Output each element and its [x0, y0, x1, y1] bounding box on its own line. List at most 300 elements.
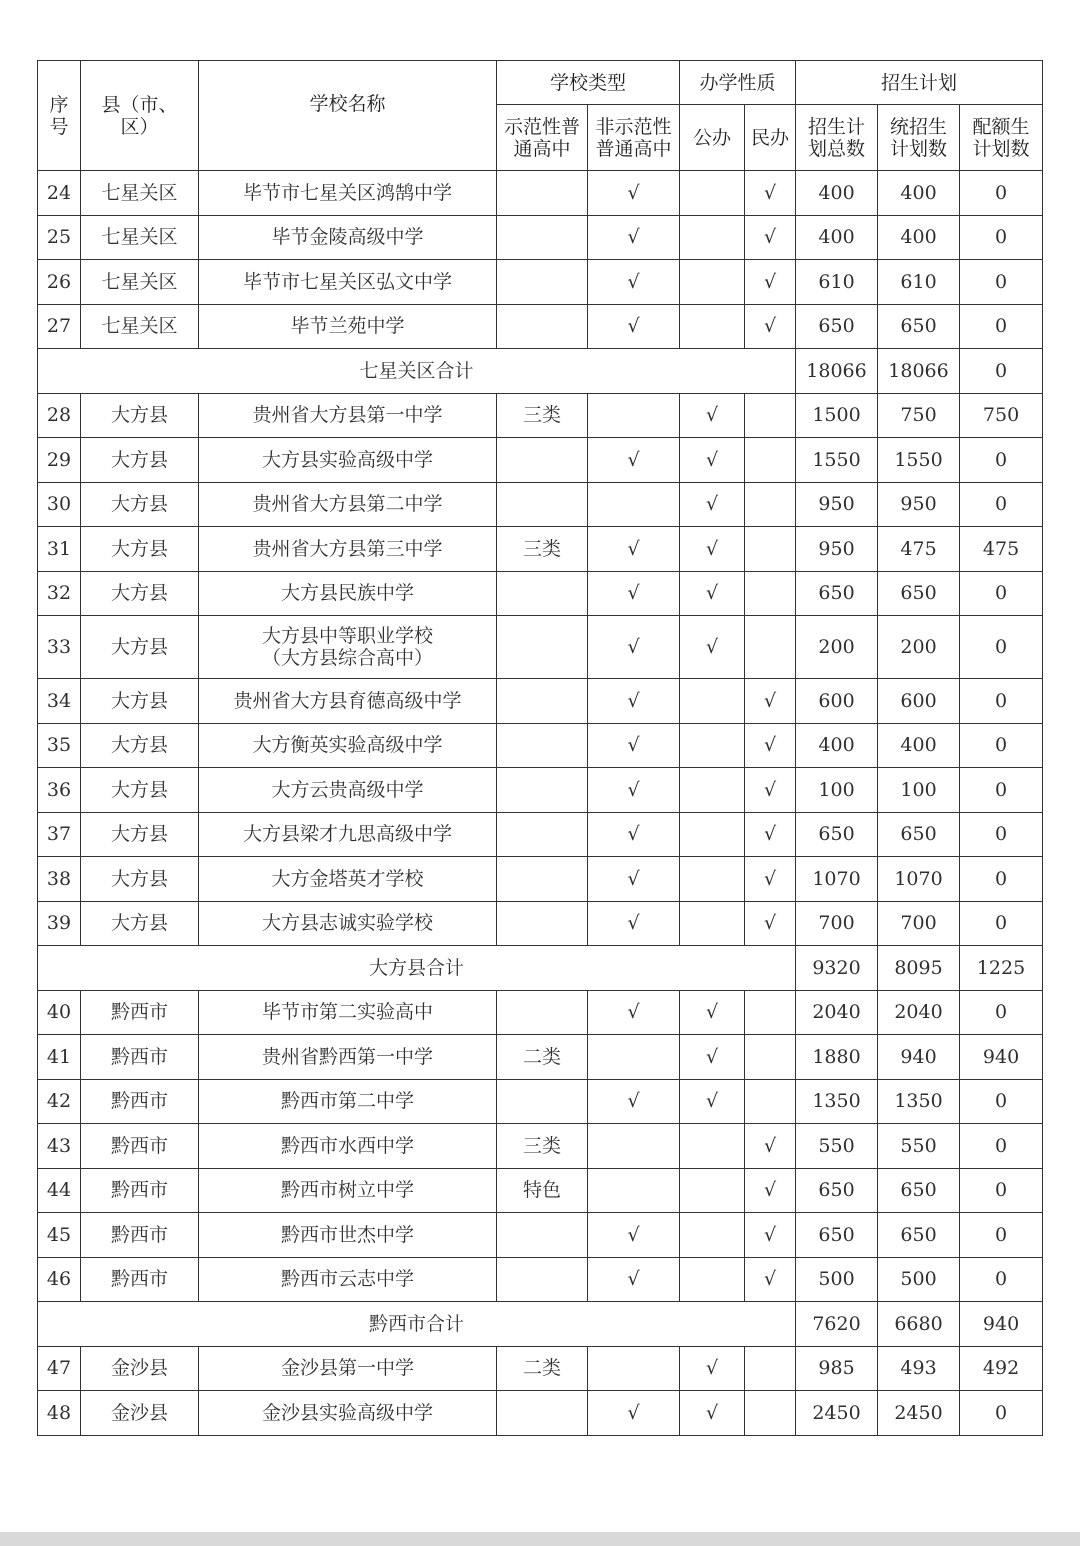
cell-plan-unified: 2450: [878, 1391, 960, 1436]
cell-type-nondemo: √: [588, 260, 680, 305]
cell-type-demo: [497, 215, 588, 260]
cell-nature-private: √: [745, 812, 796, 857]
header-county: 县（市、区）: [81, 61, 199, 171]
cell-type-demo: [497, 260, 588, 305]
cell-type-demo: 三类: [497, 393, 588, 438]
cell-seq: 43: [38, 1124, 81, 1169]
cell-nature-private: √: [745, 260, 796, 305]
cell-nature-private: √: [745, 768, 796, 813]
table-row: [38, 1213, 1043, 1258]
cell-type-nondemo: √: [588, 571, 680, 616]
cell-county: 七星关区: [81, 304, 199, 349]
cell-school-name: 黔西市水西中学: [199, 1124, 497, 1169]
cell-seq: 29: [38, 438, 81, 483]
cell-nature-public: [680, 768, 745, 813]
cell-county: 大方县: [81, 438, 199, 483]
table-row: [38, 857, 1043, 902]
table-row: [38, 1346, 1043, 1391]
subtotal-row: [38, 349, 1043, 394]
table-row: [38, 527, 1043, 572]
cell-plan-unified: 650: [878, 1168, 960, 1213]
cell-school-name: 大方县志诚实验学校: [199, 901, 497, 946]
cell-type-demo: [497, 482, 588, 527]
cell-plan-total: 100: [796, 768, 878, 813]
cell-plan-unified: 1070: [878, 857, 960, 902]
cell-plan-total: 18066: [796, 349, 878, 394]
table-row: [38, 482, 1043, 527]
table-row: [38, 393, 1043, 438]
cell-seq: 41: [38, 1035, 81, 1080]
cell-type-demo: [497, 1079, 588, 1124]
cell-plan-total: 1550: [796, 438, 878, 483]
cell-plan-quota: 0: [960, 1213, 1043, 1258]
cell-type-demo: [497, 990, 588, 1035]
cell-nature-private: √: [745, 723, 796, 768]
cell-type-nondemo: √: [588, 616, 680, 679]
cell-seq: 32: [38, 571, 81, 616]
table-row: [38, 723, 1043, 768]
cell-nature-private: [745, 1346, 796, 1391]
cell-plan-unified: 200: [878, 616, 960, 679]
table-row: [38, 901, 1043, 946]
cell-type-demo: 三类: [497, 527, 588, 572]
cell-seq: 48: [38, 1391, 81, 1436]
cell-type-demo: [497, 1213, 588, 1258]
cell-school-name: 黔西市世杰中学: [199, 1213, 497, 1258]
cell-plan-total: 1350: [796, 1079, 878, 1124]
cell-nature-public: [680, 857, 745, 902]
cell-school-name: 毕节市七星关区弘文中学: [199, 260, 497, 305]
cell-type-demo: 二类: [497, 1346, 588, 1391]
subtotal-label: 大方县合计: [38, 946, 796, 991]
header-plan-quota: 配额生计划数: [960, 105, 1043, 171]
cell-county: 大方县: [81, 679, 199, 724]
bottom-strip: [0, 1532, 1080, 1546]
cell-type-nondemo: [588, 393, 680, 438]
cell-county: 七星关区: [81, 171, 199, 216]
cell-plan-quota: 0: [960, 482, 1043, 527]
cell-seq: 37: [38, 812, 81, 857]
cell-plan-unified: 18066: [878, 349, 960, 394]
cell-type-demo: [497, 616, 588, 679]
cell-type-nondemo: √: [588, 1079, 680, 1124]
school-name-line2: （大方县综合高中）: [261, 647, 433, 669]
header-plan: 招生计划: [796, 61, 1043, 105]
cell-seq: 33: [38, 616, 81, 679]
cell-type-nondemo: √: [588, 679, 680, 724]
cell-plan-unified: 600: [878, 679, 960, 724]
cell-county: 黔西市: [81, 1079, 199, 1124]
cell-plan-unified: 6680: [878, 1302, 960, 1347]
cell-plan-total: 400: [796, 723, 878, 768]
table-row: [38, 171, 1043, 216]
cell-nature-private: √: [745, 679, 796, 724]
header-type-demo: 示范性普通高中: [497, 105, 588, 171]
table-row: [38, 1035, 1043, 1080]
cell-type-nondemo: [588, 1346, 680, 1391]
cell-school-name: 贵州省大方县育德高级中学: [199, 679, 497, 724]
cell-seq: 42: [38, 1079, 81, 1124]
cell-plan-unified: 940: [878, 1035, 960, 1080]
cell-nature-public: √: [680, 1346, 745, 1391]
cell-school-name: 黔西市云志中学: [199, 1257, 497, 1302]
cell-nature-public: [680, 723, 745, 768]
cell-county: 大方县: [81, 393, 199, 438]
cell-nature-public: √: [680, 393, 745, 438]
cell-seq: 31: [38, 527, 81, 572]
cell-plan-quota: 0: [960, 1168, 1043, 1213]
table-row: [38, 679, 1043, 724]
cell-plan-quota: 0: [960, 812, 1043, 857]
header-school-name: 学校名称: [199, 61, 497, 171]
cell-county: 大方县: [81, 901, 199, 946]
cell-plan-unified: 750: [878, 393, 960, 438]
cell-school-name: [199, 616, 497, 679]
cell-plan-unified: 650: [878, 812, 960, 857]
cell-nature-public: √: [680, 438, 745, 483]
cell-school-name: 黔西市树立中学: [199, 1168, 497, 1213]
cell-nature-private: √: [745, 1213, 796, 1258]
cell-nature-public: √: [680, 571, 745, 616]
cell-type-demo: 三类: [497, 1124, 588, 1169]
cell-plan-unified: 475: [878, 527, 960, 572]
cell-nature-private: √: [745, 171, 796, 216]
cell-nature-private: √: [745, 304, 796, 349]
cell-plan-quota: 940: [960, 1035, 1043, 1080]
cell-plan-total: 600: [796, 679, 878, 724]
header-seq: 序号: [38, 61, 81, 171]
cell-seq: 39: [38, 901, 81, 946]
cell-type-demo: [497, 679, 588, 724]
cell-plan-total: 9320: [796, 946, 878, 991]
cell-nature-private: [745, 1035, 796, 1080]
cell-school-name: 黔西市第二中学: [199, 1079, 497, 1124]
cell-plan-total: 2450: [796, 1391, 878, 1436]
cell-county: 大方县: [81, 527, 199, 572]
header-school-type: 学校类型: [497, 61, 680, 105]
cell-type-nondemo: √: [588, 1213, 680, 1258]
enrollment-plan-table: [37, 60, 1043, 1436]
cell-plan-total: 1070: [796, 857, 878, 902]
cell-plan-quota: 0: [960, 857, 1043, 902]
cell-type-demo: [497, 171, 588, 216]
cell-type-nondemo: √: [588, 768, 680, 813]
cell-plan-quota: 0: [960, 901, 1043, 946]
table-row: [38, 260, 1043, 305]
cell-plan-unified: 400: [878, 171, 960, 216]
cell-plan-quota: 0: [960, 1124, 1043, 1169]
table-row: [38, 1124, 1043, 1169]
cell-type-demo: [497, 857, 588, 902]
cell-county: 大方县: [81, 571, 199, 616]
cell-type-demo: [497, 768, 588, 813]
cell-county: 七星关区: [81, 215, 199, 260]
cell-plan-quota: 0: [960, 260, 1043, 305]
cell-plan-quota: 0: [960, 349, 1043, 394]
cell-plan-quota: 0: [960, 616, 1043, 679]
cell-plan-total: 400: [796, 171, 878, 216]
cell-seq: 34: [38, 679, 81, 724]
cell-plan-total: 650: [796, 1213, 878, 1258]
cell-county: 大方县: [81, 857, 199, 902]
cell-type-nondemo: √: [588, 857, 680, 902]
cell-type-nondemo: [588, 482, 680, 527]
cell-plan-unified: 550: [878, 1124, 960, 1169]
cell-type-nondemo: [588, 1168, 680, 1213]
cell-type-demo: [497, 571, 588, 616]
cell-plan-total: 1880: [796, 1035, 878, 1080]
cell-school-name: 毕节市第二实验高中: [199, 990, 497, 1035]
cell-seq: 30: [38, 482, 81, 527]
cell-plan-quota: 0: [960, 1257, 1043, 1302]
cell-nature-private: [745, 1079, 796, 1124]
table-row: [38, 812, 1043, 857]
cell-type-nondemo: √: [588, 304, 680, 349]
cell-plan-quota: 750: [960, 393, 1043, 438]
cell-seq: 44: [38, 1168, 81, 1213]
cell-school-name: 大方云贵高级中学: [199, 768, 497, 813]
cell-school-name: 金沙县实验高级中学: [199, 1391, 497, 1436]
cell-county: 金沙县: [81, 1346, 199, 1391]
cell-plan-quota: 0: [960, 768, 1043, 813]
cell-seq: 26: [38, 260, 81, 305]
cell-nature-private: √: [745, 1257, 796, 1302]
cell-county: 黔西市: [81, 1124, 199, 1169]
cell-county: 黔西市: [81, 1257, 199, 1302]
cell-nature-private: [745, 990, 796, 1035]
cell-plan-total: 985: [796, 1346, 878, 1391]
header-nature-public: 公办: [680, 105, 745, 171]
cell-plan-total: 650: [796, 812, 878, 857]
cell-type-nondemo: √: [588, 990, 680, 1035]
cell-type-demo: 特色: [497, 1168, 588, 1213]
cell-seq: 36: [38, 768, 81, 813]
cell-plan-quota: 0: [960, 438, 1043, 483]
cell-plan-unified: 1350: [878, 1079, 960, 1124]
cell-nature-private: √: [745, 1124, 796, 1169]
cell-seq: 28: [38, 393, 81, 438]
cell-type-nondemo: √: [588, 527, 680, 572]
cell-plan-quota: 0: [960, 304, 1043, 349]
table-row: [38, 1391, 1043, 1436]
cell-school-name: 大方县梁才九思高级中学: [199, 812, 497, 857]
cell-plan-quota: 0: [960, 1079, 1043, 1124]
cell-county: 黔西市: [81, 1213, 199, 1258]
table-row: [38, 571, 1043, 616]
cell-type-demo: [497, 1257, 588, 1302]
subtotal-row: [38, 946, 1043, 991]
subtotal-row: [38, 1302, 1043, 1347]
cell-plan-quota: 475: [960, 527, 1043, 572]
cell-seq: 40: [38, 990, 81, 1035]
cell-nature-public: [680, 901, 745, 946]
cell-school-name: 大方县实验高级中学: [199, 438, 497, 483]
cell-type-demo: [497, 723, 588, 768]
table-body: [38, 171, 1043, 1436]
cell-plan-unified: 2040: [878, 990, 960, 1035]
cell-plan-quota: 1225: [960, 946, 1043, 991]
cell-county: 金沙县: [81, 1391, 199, 1436]
cell-nature-private: [745, 571, 796, 616]
cell-county: 黔西市: [81, 1035, 199, 1080]
cell-plan-total: 500: [796, 1257, 878, 1302]
cell-seq: 25: [38, 215, 81, 260]
cell-plan-unified: 400: [878, 723, 960, 768]
cell-plan-total: 650: [796, 571, 878, 616]
cell-school-name: 大方金塔英才学校: [199, 857, 497, 902]
cell-plan-total: 610: [796, 260, 878, 305]
cell-nature-public: √: [680, 1391, 745, 1436]
cell-seq: 38: [38, 857, 81, 902]
header-nature-private: 民办: [745, 105, 796, 171]
cell-county: 黔西市: [81, 1168, 199, 1213]
cell-nature-public: [680, 171, 745, 216]
cell-plan-unified: 610: [878, 260, 960, 305]
header-type-nondemo: 非示范性普通高中: [588, 105, 680, 171]
cell-type-nondemo: √: [588, 723, 680, 768]
cell-school-name: 毕节兰苑中学: [199, 304, 497, 349]
cell-nature-public: √: [680, 1079, 745, 1124]
cell-plan-quota: 0: [960, 990, 1043, 1035]
cell-type-nondemo: √: [588, 171, 680, 216]
school-name-line1: 大方县中等职业学校: [261, 625, 433, 647]
cell-nature-public: [680, 304, 745, 349]
cell-nature-public: [680, 1213, 745, 1258]
cell-county: 大方县: [81, 768, 199, 813]
cell-nature-private: [745, 1391, 796, 1436]
cell-school-name: 贵州省黔西第一中学: [199, 1035, 497, 1080]
cell-nature-private: √: [745, 215, 796, 260]
cell-school-name: 毕节金陵高级中学: [199, 215, 497, 260]
cell-type-demo: [497, 901, 588, 946]
cell-nature-private: √: [745, 857, 796, 902]
cell-plan-unified: 950: [878, 482, 960, 527]
subtotal-label: 黔西市合计: [38, 1302, 796, 1347]
cell-nature-private: √: [745, 901, 796, 946]
cell-county: 黔西市: [81, 990, 199, 1035]
table-row: [38, 616, 1043, 679]
cell-plan-total: 950: [796, 482, 878, 527]
subtotal-label: 七星关区合计: [38, 349, 796, 394]
cell-type-nondemo: [588, 1124, 680, 1169]
cell-nature-public: [680, 260, 745, 305]
cell-county: 大方县: [81, 482, 199, 527]
cell-plan-unified: 100: [878, 768, 960, 813]
cell-school-name: 金沙县第一中学: [199, 1346, 497, 1391]
cell-plan-unified: 1550: [878, 438, 960, 483]
cell-plan-quota: 940: [960, 1302, 1043, 1347]
cell-plan-total: 650: [796, 1168, 878, 1213]
cell-type-nondemo: √: [588, 812, 680, 857]
cell-plan-total: 7620: [796, 1302, 878, 1347]
cell-nature-public: [680, 1124, 745, 1169]
cell-nature-private: [745, 527, 796, 572]
cell-plan-unified: 8095: [878, 946, 960, 991]
cell-nature-private: [745, 438, 796, 483]
cell-type-nondemo: [588, 1035, 680, 1080]
cell-nature-public: √: [680, 1035, 745, 1080]
table-row: [38, 990, 1043, 1035]
cell-plan-total: 1500: [796, 393, 878, 438]
table-row: [38, 768, 1043, 813]
cell-type-nondemo: √: [588, 438, 680, 483]
cell-seq: 47: [38, 1346, 81, 1391]
cell-type-nondemo: √: [588, 1257, 680, 1302]
cell-seq: 27: [38, 304, 81, 349]
cell-plan-unified: 400: [878, 215, 960, 260]
cell-plan-unified: 500: [878, 1257, 960, 1302]
cell-plan-total: 400: [796, 215, 878, 260]
cell-plan-quota: 0: [960, 171, 1043, 216]
cell-plan-quota: 0: [960, 215, 1043, 260]
table-row: [38, 438, 1043, 483]
header-plan-unified: 统招生计划数: [878, 105, 960, 171]
cell-plan-quota: 0: [960, 1391, 1043, 1436]
cell-nature-private: [745, 482, 796, 527]
cell-seq: 46: [38, 1257, 81, 1302]
cell-plan-total: 950: [796, 527, 878, 572]
cell-plan-unified: 650: [878, 1213, 960, 1258]
cell-type-demo: [497, 438, 588, 483]
cell-seq: 45: [38, 1213, 81, 1258]
cell-nature-public: √: [680, 482, 745, 527]
cell-school-name: 大方衡英实验高级中学: [199, 723, 497, 768]
cell-county: 大方县: [81, 723, 199, 768]
cell-plan-unified: 650: [878, 571, 960, 616]
table-row: [38, 215, 1043, 260]
cell-type-demo: [497, 812, 588, 857]
table-row: [38, 1168, 1043, 1213]
cell-seq: 35: [38, 723, 81, 768]
cell-plan-quota: 0: [960, 723, 1043, 768]
cell-nature-private: [745, 616, 796, 679]
cell-plan-total: 650: [796, 304, 878, 349]
cell-school-name: 毕节市七星关区鸿鹄中学: [199, 171, 497, 216]
cell-type-demo: [497, 1391, 588, 1436]
cell-school-name: 大方县民族中学: [199, 571, 497, 616]
cell-nature-public: [680, 812, 745, 857]
cell-nature-public: [680, 1168, 745, 1213]
cell-school-name: 贵州省大方县第三中学: [199, 527, 497, 572]
cell-nature-public: [680, 215, 745, 260]
cell-plan-total: 2040: [796, 990, 878, 1035]
cell-type-demo: 二类: [497, 1035, 588, 1080]
cell-type-demo: [497, 304, 588, 349]
cell-plan-total: 550: [796, 1124, 878, 1169]
cell-plan-total: 200: [796, 616, 878, 679]
cell-plan-quota: 0: [960, 679, 1043, 724]
header-nature: 办学性质: [680, 61, 796, 105]
table-header: [38, 61, 1043, 171]
cell-type-nondemo: √: [588, 1391, 680, 1436]
cell-nature-public: √: [680, 990, 745, 1035]
cell-county: 七星关区: [81, 260, 199, 305]
cell-plan-quota: 492: [960, 1346, 1043, 1391]
cell-plan-total: 700: [796, 901, 878, 946]
cell-school-name: 贵州省大方县第二中学: [199, 482, 497, 527]
cell-plan-unified: 650: [878, 304, 960, 349]
cell-nature-public: [680, 679, 745, 724]
table-row: [38, 1257, 1043, 1302]
cell-plan-unified: 700: [878, 901, 960, 946]
cell-nature-public: [680, 1257, 745, 1302]
cell-nature-private: √: [745, 1168, 796, 1213]
cell-nature-public: √: [680, 527, 745, 572]
cell-nature-public: √: [680, 616, 745, 679]
header-plan-total: 招生计划总数: [796, 105, 878, 171]
cell-school-name: 贵州省大方县第一中学: [199, 393, 497, 438]
cell-county: 大方县: [81, 812, 199, 857]
